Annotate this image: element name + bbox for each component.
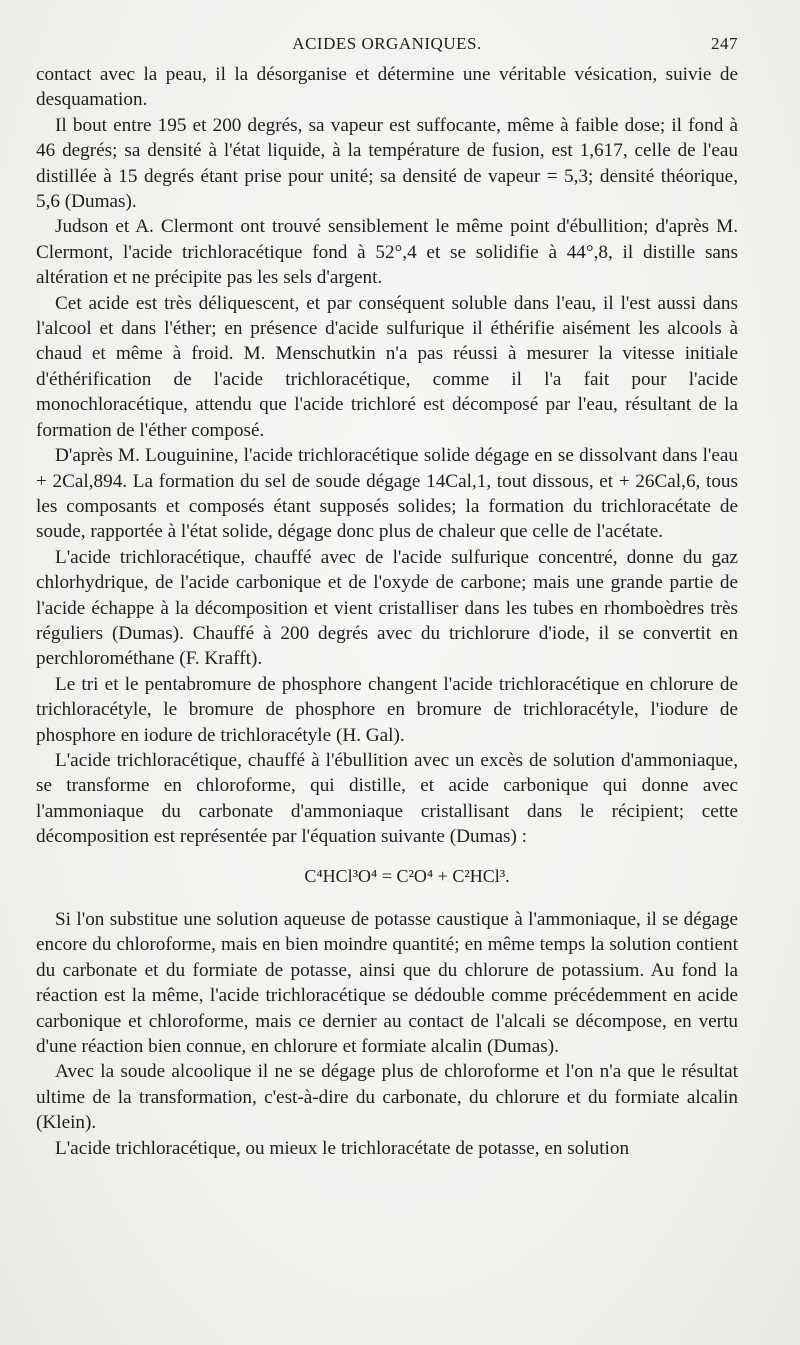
paragraph: L'acide trichloracétique, chauffé à l'ébullition avec un excès de solution d'ammoniaque, se transforme en chloroforme, qui distille, et acide carbonique qui donne avec l'ammoniaque du carbonate d'ammoniaque cristallisant dans le récipient; cette décomposition est représentée par l'équation suivante (Dumas) : bbox=[36, 749, 738, 848]
running-title: ACIDES ORGANIQUES. bbox=[292, 34, 482, 53]
paragraph: L'acide trichloracétique, chauffé avec de l'acide sulfurique concentré, donne du gaz chlorhydrique, de l'acide carbonique et de l'oxyde de carbone; mais une grande partie de l'acide échappe à la décomposition et vient cristalliser dans les tubes en rhomboèdres très réguliers (Dumas). Chauffé à 200 degrés avec du trichlorure d'iode, il se convertit en perchlorométhane (F. Krafft). bbox=[36, 546, 738, 670]
paragraph: Le tri et le pentabromure de phosphore changent l'acide trichloracétique en chlorure de trichloracétyle, le bromure de phosphore en bromure de trichloracétyle, l'iodure de phosphore en iodure de trichloracétyle (H. Gal). bbox=[36, 673, 738, 746]
page-number: 247 bbox=[711, 34, 738, 53]
paragraph: Judson et A. Clermont ont trouvé sensiblement le même point d'ébullition; d'après M. Clermont, l'acide trichloracétique fond à 52°,4 et se solidifie à 44°,8, il distille sans altération et ne précipite pas les sels d'argent. bbox=[36, 216, 738, 289]
paragraph: Avec la soude alcoolique il ne se dégage plus de chloroforme et l'on n'a que le résultat ultime de la transformation, c'est-à-dire du carbonate, du chlorure et du formiate alcalin (Klein). bbox=[36, 1061, 738, 1134]
body-text bbox=[36, 62, 738, 1161]
paragraph: D'après M. Louguinine, l'acide trichloracétique solide dégage en se dissolvant dans l'eau + 2Cal,894. La formation du sel de soude dégage 14Cal,1, tout dissous, et + 26Cal,6, tous les composants et composés étant supposés solides; la formation du trichloracétate de soude, rapportée à l'état solide, dégage donc plus de chaleur que celle de l'acétate. bbox=[36, 445, 738, 543]
paragraph: Cet acide est très déliquescent, et par conséquent soluble dans l'eau, il l'est aussi dans l'alcool et dans l'éther; en présence d'acide sulfurique il éthérifie aisément les alcools à chaud et même à froid. M. Menschutkin n'a pas réussi à mesurer la vitesse initiale d'éthérification de l'acide trichloracétique, comme il l'a fait pour l'acide monochloracétique, attendu que l'acide trichloré est décomposé par l'eau, résultant de la formation de l'éther composé. bbox=[36, 292, 738, 441]
paragraph: Si l'on substitue une solution aqueuse de potasse caustique à l'ammoniaque, il se dégage encore du chloroforme, mais en bien moindre quantité; en même temps la solution contient du carbonate et du formiate de potasse, ainsi que du chlorure de potassium. Au fond la réaction est la même, l'acide trichloracétique se dédouble comme précédemment en acide carbonique et chloroforme, mais ce dernier au contact de l'alcali se décompose, en vertu d'une réaction bien connue, en chlorure et formiate alcalin (Dumas). bbox=[36, 909, 738, 1058]
paragraph: Il bout entre 195 et 200 degrés, sa vapeur est suffocante, même à faible dose; il fond à 46 degrés; sa densité à l'état liquide, à la température de fusion, est 1,617, celle de l'eau distillée à 15 degrés étant prise pour unité; sa densité de vapeur = 5,3; densité théorique, 5,6 (Dumas). bbox=[36, 114, 738, 213]
paragraph: contact avec la peau, il la désorganise et détermine une véritable vésication, suivie de desquamation. bbox=[36, 64, 738, 111]
page-header bbox=[36, 34, 738, 62]
chemical-equation: C⁴HCl³O⁴ = C²O⁴ + C²HCl³. bbox=[304, 865, 510, 886]
paragraph: L'acide trichloracétique, ou mieux le trichloracétate de potasse, en solution bbox=[55, 1137, 630, 1159]
